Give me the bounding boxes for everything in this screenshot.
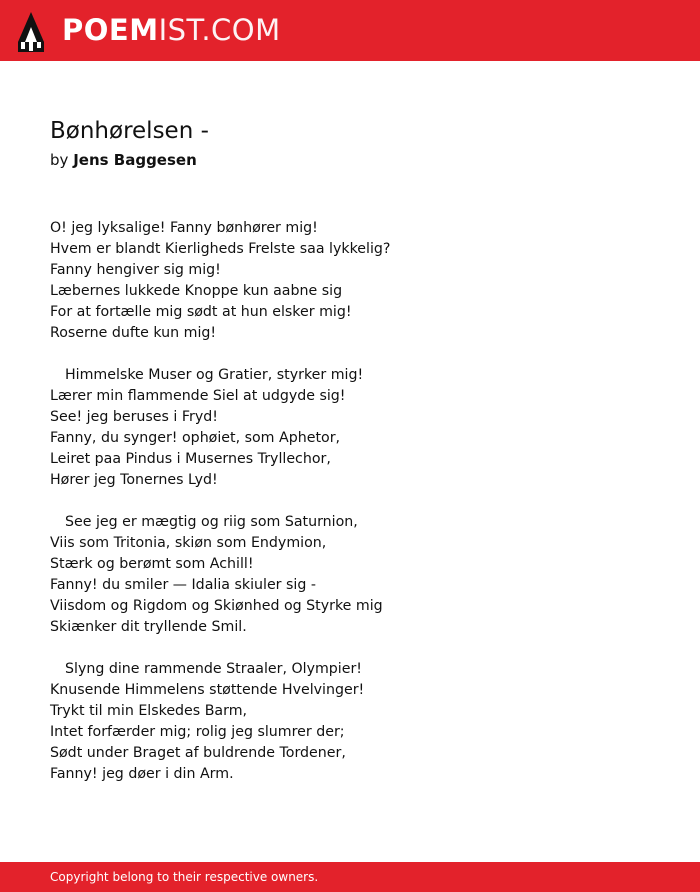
copyright-text: Copyright belong to their respective owners. — [50, 870, 319, 884]
poem-body — [50, 218, 670, 806]
by-label: by — [50, 151, 69, 169]
poem-line: Stærk og berømt som Achill! — [50, 556, 254, 572]
logo-text-light: IST.COM — [158, 13, 281, 47]
poem-line: Skiænker dit tryllende Smil. — [50, 619, 247, 635]
poem-line: Trykt til min Elskedes Barm, — [50, 703, 248, 719]
poem-line: Leiret paa Pindus i Musernes Tryllechor, — [50, 451, 331, 467]
poem-line: Slyng dine rammende Straaler, Olympier! — [65, 661, 362, 677]
poem-line: Intet forfærder mig; rolig jeg slumrer der; — [50, 724, 345, 740]
poem-header — [50, 116, 650, 170]
poem-line: Sødt under Braget af buldrende Tordener, — [50, 745, 346, 761]
poem-line: For at fortælle mig sødt at hun elsker mig! — [50, 304, 352, 320]
stanza — [50, 218, 670, 344]
poem-line: Lærer min flammende Siel at udgyde sig! — [50, 388, 346, 404]
poem-line: Viis som Tritonia, skiøn som Endymion, — [50, 535, 327, 551]
poem-line: Knusende Himmelens støttende Hvelvinger! — [50, 682, 365, 698]
author-name: Jens Baggesen — [73, 151, 197, 169]
logo-text-bold: POEM — [62, 13, 159, 47]
poem-line: Viisdom og Rigdom og Skiønhed og Styrke mig — [50, 598, 383, 614]
byline — [50, 150, 650, 170]
pencil-logo-icon[interactable] — [18, 12, 44, 52]
site-footer — [0, 862, 700, 892]
poem-line: Fanny, du synger! ophøiet, som Aphetor, — [50, 430, 341, 446]
poem-line: Hvem er blandt Kierligheds Frelste saa lykkelig? — [50, 241, 391, 257]
poem-line: Roserne dufte kun mig! — [50, 325, 217, 341]
poem-line: See! jeg beruses i Fryd! — [50, 409, 218, 425]
site-header — [0, 0, 700, 61]
poem-line: Fanny hengiver sig mig! — [50, 262, 221, 278]
stanza — [50, 659, 670, 785]
poem-line: Fanny! jeg døer i din Arm. — [50, 766, 234, 782]
poem-line: Himmelske Muser og Gratier, styrker mig! — [65, 367, 364, 383]
site-logo-link[interactable] — [62, 13, 281, 47]
poem-line: O! jeg lyksalige! Fanny bønhører mig! — [50, 220, 318, 236]
stanza — [50, 512, 670, 638]
poem-title: Bønhørelsen - — [50, 118, 209, 144]
poem-line: Fanny! du smiler — Idalia skiuler sig - — [50, 577, 316, 593]
poem-line: See jeg er mægtig og riig som Saturnion, — [65, 514, 358, 530]
poem-line: Læbernes lukkede Knoppe kun aabne sig — [50, 283, 343, 299]
poem-line: Hører jeg Tonernes Lyd! — [50, 472, 218, 488]
stanza — [50, 365, 670, 491]
